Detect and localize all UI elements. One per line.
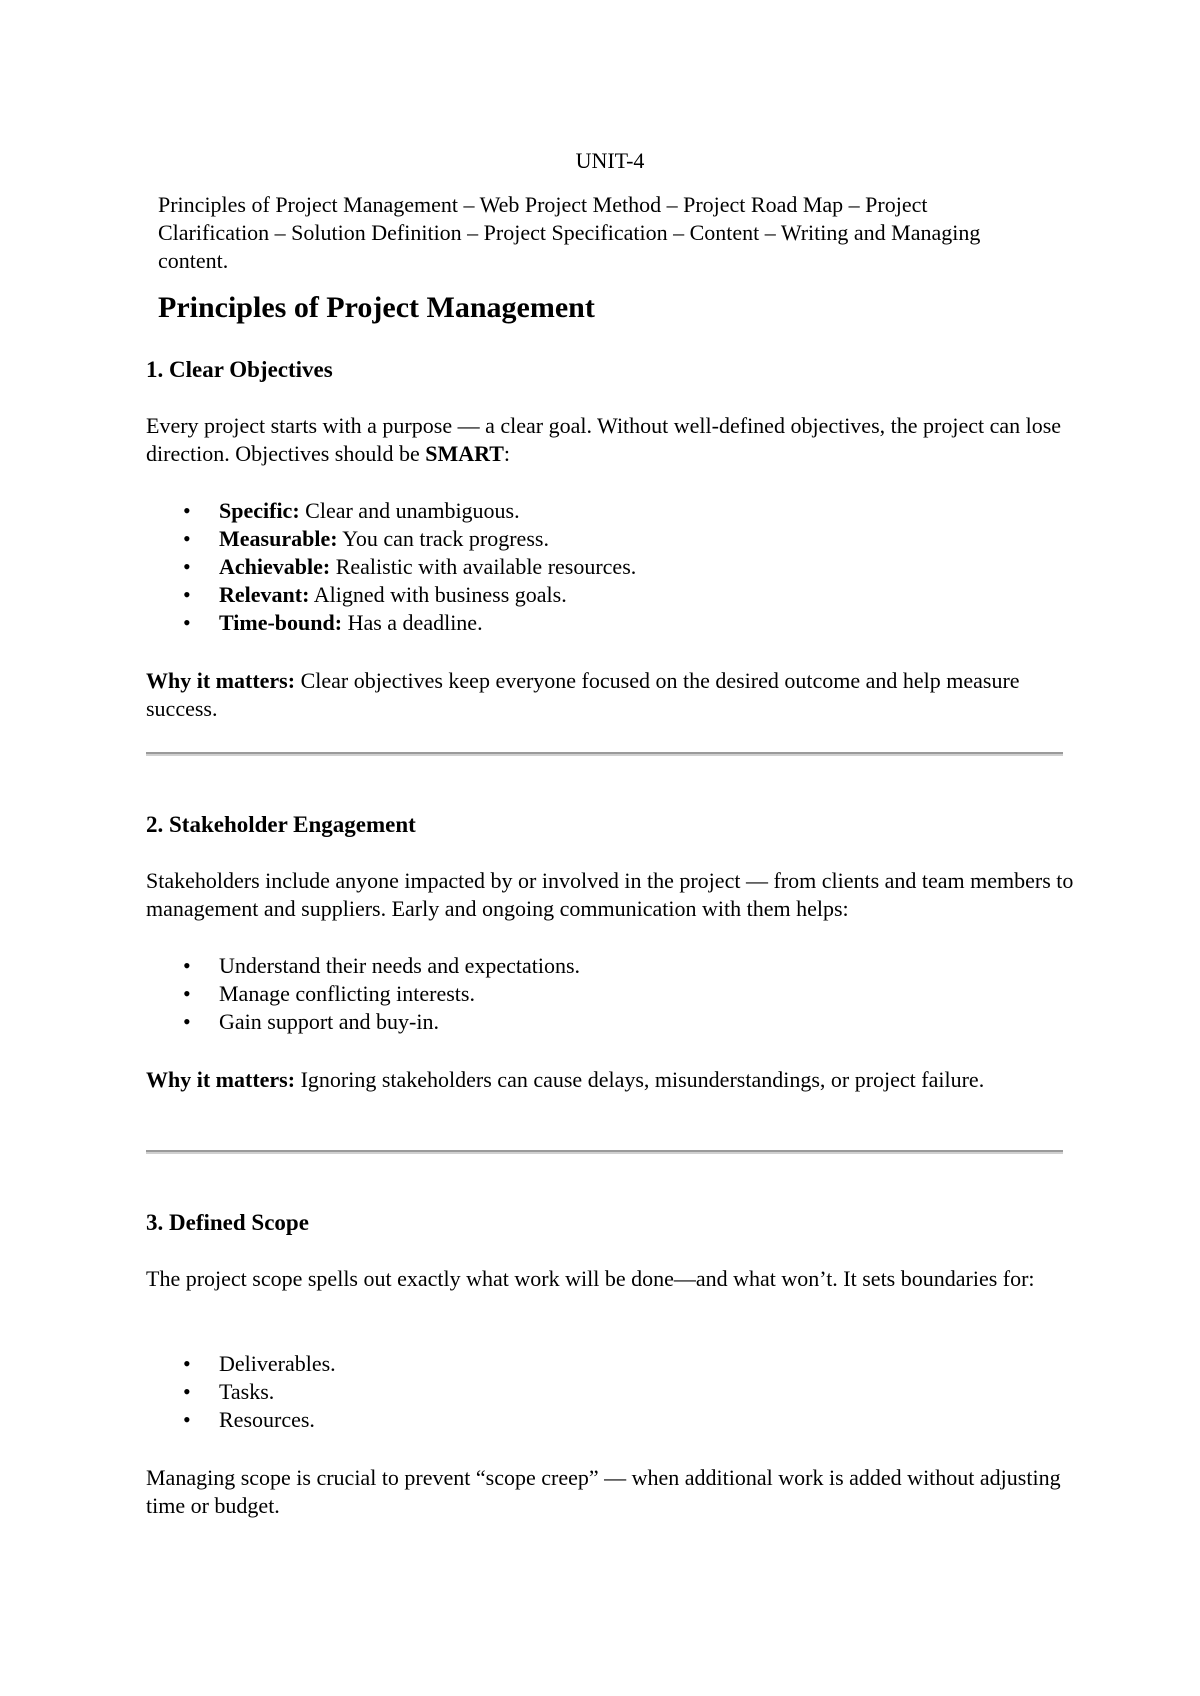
unit-heading: UNIT-4 <box>575 148 645 173</box>
stakeholder-list <box>146 952 580 1036</box>
bullet-icon: • <box>183 1351 191 1376</box>
section-title-stakeholder-engagement: 2. Stakeholder Engagement <box>146 812 416 837</box>
list-item-text: You can track progress. <box>337 526 549 551</box>
list-item-text: Understand their needs and expectations. <box>219 953 581 978</box>
list-item-text: Realistic with available resources. <box>330 554 637 579</box>
list-item <box>146 1378 336 1406</box>
list-item <box>146 553 636 581</box>
section-intro-stakeholder-engagement: Stakeholders include anyone impacted by or involved in the project — from clients and team members to management and suppliers. Early and ongoing communication with them helps: <box>146 868 1074 921</box>
list-item <box>146 1350 336 1378</box>
smart-list <box>146 497 636 637</box>
why-it-matters-stakeholder-engagement <box>146 1066 1076 1094</box>
list-item <box>146 581 636 609</box>
bullet-icon: • <box>183 953 191 978</box>
page-title: Principles of Project Management <box>158 291 595 324</box>
section-intro-defined-scope: The project scope spells out exactly what work will be done—and what won’t. It sets boundaries for: <box>146 1266 1035 1291</box>
why-label: Why it matters: <box>146 1067 296 1092</box>
bullet-icon: • <box>183 498 191 523</box>
scope-closing-paragraph: Managing scope is crucial to prevent “scope creep” — when additional work is added without adjusting time or budget. <box>146 1465 1061 1518</box>
intro-end: : <box>503 441 511 466</box>
why-text: Clear objectives keep everyone focused on the desired outcome and help measure success. <box>146 668 1020 721</box>
section-divider <box>146 1150 1063 1154</box>
bullet-icon: • <box>183 1379 191 1404</box>
bullet-icon: • <box>183 610 191 635</box>
why-text: Ignoring stakeholders can cause delays, misunderstandings, or project failure. <box>295 1067 985 1092</box>
list-item-text: Gain support and buy-in. <box>219 1009 439 1034</box>
bullet-icon: • <box>183 526 191 551</box>
bullet-icon: • <box>183 1009 191 1034</box>
bullet-icon: • <box>183 582 191 607</box>
section-intro-clear-objectives <box>146 412 1076 468</box>
list-item-term: Achievable: <box>219 554 331 579</box>
list-item-term: Specific: <box>219 498 300 523</box>
unit-topics-summary: Principles of Project Management – Web Project Method – Project Road Map – Project Clarification – Solution Definition – Project Specification – Content – Writing and Managing content. <box>158 192 981 273</box>
list-item-text: Aligned with business goals. <box>309 582 567 607</box>
list-item <box>146 525 636 553</box>
section-title-clear-objectives: 1. Clear Objectives <box>146 357 333 382</box>
list-item-text: Deliverables. <box>219 1351 336 1376</box>
list-item-term: Measurable: <box>219 526 338 551</box>
section-divider <box>146 752 1063 756</box>
list-item-text: Resources. <box>219 1407 315 1432</box>
bullet-icon: • <box>183 554 191 579</box>
scope-list <box>146 1350 336 1434</box>
intro-text: Every project starts with a purpose — a clear goal. Without well-defined objectives, the project can lose direction. Objectives should be <box>146 413 1062 466</box>
why-label: Why it matters: <box>146 668 296 693</box>
list-item-text: Tasks. <box>219 1379 275 1404</box>
list-item-text: Clear and unambiguous. <box>299 498 520 523</box>
why-it-matters-clear-objectives <box>146 667 1076 723</box>
section-title-defined-scope: 3. Defined Scope <box>146 1210 309 1235</box>
list-item-term: Time-bound: <box>219 610 343 635</box>
list-item-text: Manage conflicting interests. <box>219 981 475 1006</box>
list-item <box>146 980 580 1008</box>
list-item <box>146 497 636 525</box>
list-item-term: Relevant: <box>219 582 310 607</box>
list-item <box>146 609 636 637</box>
smart-term: SMART <box>425 441 504 466</box>
list-item <box>146 1406 336 1434</box>
list-item <box>146 1008 580 1036</box>
bullet-icon: • <box>183 981 191 1006</box>
list-item <box>146 952 580 980</box>
bullet-icon: • <box>183 1407 191 1432</box>
list-item-text: Has a deadline. <box>342 610 483 635</box>
